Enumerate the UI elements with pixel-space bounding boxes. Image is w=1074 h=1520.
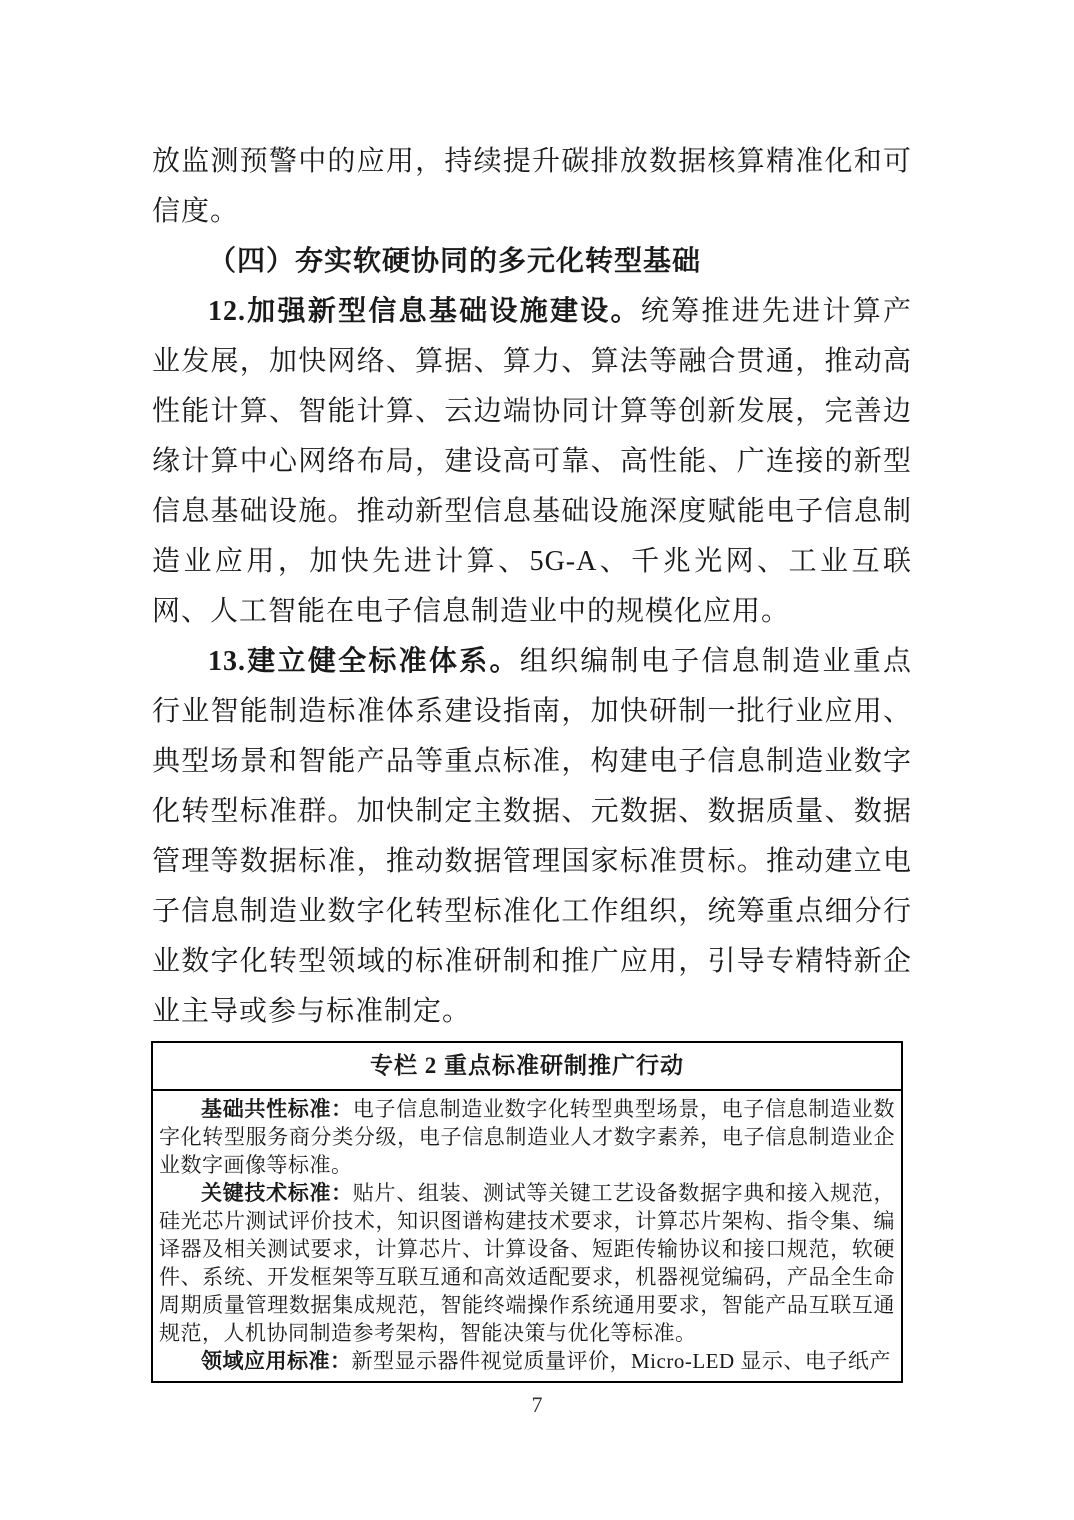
box-item-label: 领域应用标准： [201,1349,352,1373]
section-heading: （四）夯实软硬协同的多元化转型基础 [208,246,702,277]
box-item-text: 贴片、组装、测试等关键工艺设备数据字典和接入规范，硅光芯片测试评价技术，知识图谱构建技术要求，计算芯片架构、指令集、编译器及相关测试要求，计算芯片、计算设备、短距传输协议和接口规范，软硬件、系统、开发框架等互联互通和高效适配要求，机器视觉编码，产品全生命周期质量管理数据集成规范，智能终端操作系统通用要求，智能产品互联互通规范，人机协同制造参考架构，智能决策与优化等标准。 [159,1181,896,1345]
box-item-label: 关键技术标准： [201,1181,353,1205]
document-body [152,137,912,1037]
paragraph-item-12-lead: 12.加强新型信息基础设施建设。 [208,296,641,327]
box-title: 专栏 2 重点标准研制推广行动 [153,1043,901,1091]
box-item-text: 新型显示器件视觉质量评价，Micro-LED 显示、电子纸产 [351,1349,891,1373]
paragraph-continuation: 放监测预警中的应用，持续提升碳排放数据核算精准化和可信度。 [152,146,912,227]
paragraph-item-13-text: 组织编制电子信息制造业重点行业智能制造标准体系建设指南，加快研制一批行业应用、典型场景和智能产品等重点标准，构建电子信息制造业数字化转型标准群。加快制定主数据、元数据、数据质量、数据管理等数据标准，推动数据管理国家标准贯标。推动建立电子信息制造业数字化转型标准化工作组织，统筹重点细分行业数字化转型领域的标准研制和推广应用，引导专精特新企业主导或参与标准制定。 [152,646,912,1027]
paragraph-item-13-lead: 13.建立健全标准体系。 [208,646,520,677]
box-item-domain-application-standards [159,1347,895,1375]
paragraph-item-12 [152,287,912,637]
box-item-label: 基础共性标准： [201,1097,353,1121]
box-item-text: 电子信息制造业数字化转型典型场景，电子信息制造业数字化转型服务商分类分级，电子信息制造业人才数字素养，电子信息制造业企业数字画像等标准。 [159,1097,896,1177]
paragraph-item-12-text: 统筹推进先进计算产业发展，加快网络、算据、算力、算法等融合贯通，推动高性能计算、智能计算、云边端协同计算等创新发展，完善边缘计算中心网络布局，建设高可靠、高性能、广连接的新型信息基础设施。推动新型信息基础设施深度赋能电子信息制造业应用，加快先进计算、5G-A、千兆光网、工业互联网、人工智能在电子信息制造业中的规模化应用。 [152,296,912,627]
page-number: 7 [531,1392,543,1417]
box-item-key-technology-standards [159,1179,895,1347]
highlight-box-column-2 [151,1041,903,1383]
box-content [153,1091,901,1381]
paragraph-item-13 [152,637,912,1037]
box-item-basic-common-standards [159,1095,895,1179]
